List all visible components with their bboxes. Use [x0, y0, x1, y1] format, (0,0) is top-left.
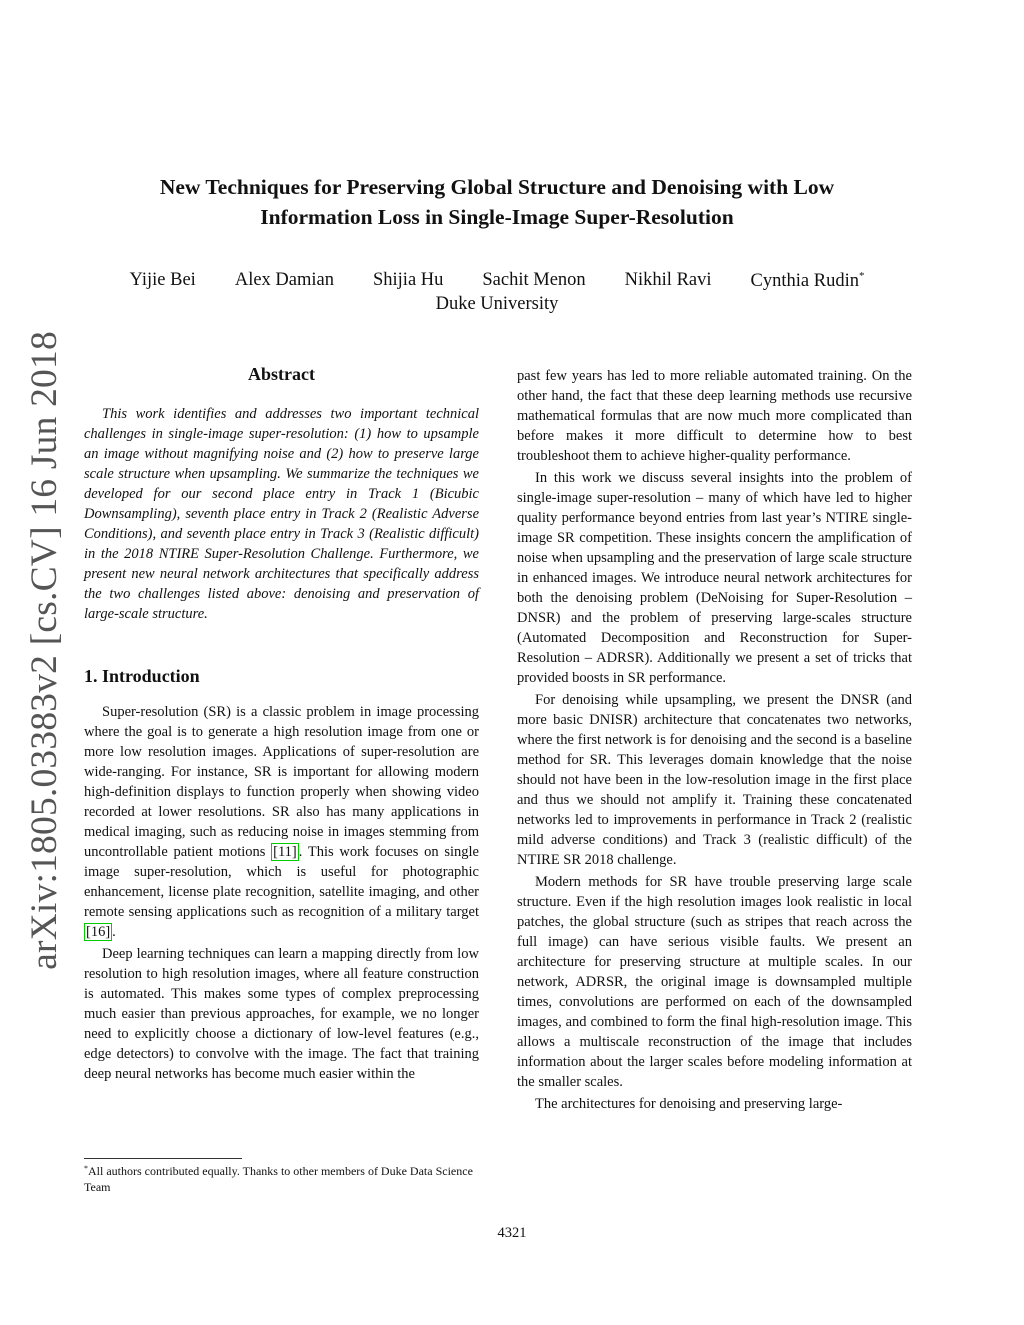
abstract-heading: Abstract [248, 364, 315, 384]
author-list [80, 270, 914, 292]
intro-text: Super-resolution (SR) is a classic problem in image processing where the goal is to generate a high resolution image from one or more low resolution images. Applications of super-resolution are wide-ranging. For instance, SR is important for allowing modern high-definition displays to function properly when showing video recorded at lower resolutions. SR also has many applications in medical imaging, such as reducing noise in images stemming from uncontrollable patient motions [84, 704, 479, 860]
author-name: Sachit Menon [482, 270, 586, 290]
footnote-divider [84, 1158, 242, 1159]
body-paragraph: The architectures for denoising and preserving large- [535, 1096, 843, 1112]
intro-paragraph-1 [84, 702, 479, 942]
intro-text: . This work focuses on single image super-resolution, which is useful for photographic enhancement, license plate recognition, satellite imaging, and other remote sensing applications such as recognition of a military target [84, 844, 479, 920]
left-column [84, 362, 479, 1086]
title-line-1: New Techniques for Preserving Global Structure and Denoising with Low [159, 175, 835, 199]
body-paragraph: Modern methods for SR have trouble preserving large scale structure. Even if the high resolution images look realistic in local patches, the global structure (such as stripes that reach across the full image) can have serious visible faults. We present an architecture for preserving structure at multiple scales. In our network, ADRSR, the original image is downsampled multiple times, convolutions are performed on each of the downsampled images, and combined to form the final high-resolution image. This allows a multiscale reconstruction of the image that includes information about the larger scales before modeling information at the smaller scales. [517, 874, 912, 1090]
intro-text: . [112, 924, 116, 940]
right-column [517, 366, 912, 1116]
author-name: Alex Damian [234, 270, 334, 290]
footnote [84, 1161, 479, 1195]
abstract-text: This work identifies and addresses two important technical challenges in single-image super-resolution: (1) how to upsample an image without magnifying noise and (2) how to preserve large scale structure when upsampling. We summarize the techniques we developed for our second place entry in Track 1 (Bicubic Downsampling), seventh place entry in Track 2 (Realistic Adverse Conditions), and seventh place entry in Track 3 (Realistic difficult) in the 2018 NTIRE Super-Resolution Challenge. Furthermore, we present new neural network architectures that specifically address the two challenges listed above: denoising and preservation of large-scale structure. [84, 406, 479, 622]
citation-link-11[interactable]: [11] [273, 844, 297, 860]
author-footnote-mark: * [858, 270, 865, 282]
affiliation: Duke University [435, 294, 559, 314]
author-name: Shijia Hu [372, 270, 444, 290]
page-number: 4321 [497, 1225, 527, 1241]
author-with-mark [751, 270, 865, 292]
paper-title [80, 172, 914, 232]
body-paragraph: In this work we discuss several insights into the problem of single-image super-resolution – many of which have led to higher quality performance beyond entries from last year’s NTIRE single-image SR competition. These insights concern the amplification of noise when upsampling and the preservation of large scale structure in enhanced images. We introduce neural network architectures for both the denoising problem (DeNoising for Super-Resolution – DNSR) and the problem of preserving large-scales structure (Automated Decomposition and Reconstruction for Super-Resolution – ADRSR). Additionally we present a set of tricks that provided boosts in SR performance. [517, 470, 912, 686]
arxiv-identifier-text: arXiv:1805.03383v2 [cs.CV] 16 Jun 2018 [23, 330, 65, 970]
body-paragraph-continued: past few years has led to more reliable automated training. On the other hand, the fact that these deep learning methods use recursive mathematical formulas that are now much more complicated than before makes it more difficult to determine how to best troubleshoot them to achieve higher-quality performance. [517, 368, 912, 464]
footnote-text: All authors contributed equally. Thanks to other members of Duke Data Science Team [84, 1164, 473, 1194]
footnote-mark: * [84, 1164, 88, 1173]
introduction-heading: 1. Introduction [84, 666, 200, 686]
body-paragraph: For denoising while upsampling, we present the DNSR (and more basic DNISR) architecture that concatenates two networks, where the first network is for denoising and the second is a baseline method for SR. This leverages domain knowledge that the noise should not have been in the low-resolution image in the first place and thus we should not amplify it. Training these concatenated networks led to improvements in performance in Track 2 (realistic mild adverse conditions) and Track 3 (realistic difficult) of the NTIRE SR 2018 challenge. [517, 692, 912, 868]
author-name: Nikhil Ravi [624, 270, 712, 290]
arxiv-identifier-stamp [23, 330, 65, 970]
title-line-2: Information Loss in Single-Image Super-Resolution [260, 205, 734, 229]
intro-paragraph-2: Deep learning techniques can learn a mapping directly from low resolution to high resolution images, where all feature construction is automated. This makes some types of complex preprocessing much easier than previous approaches, for example, we no longer need to explicitly choose a dictionary of low-level features (e.g., edge detectors) to convolve with the image. The fact that training deep neural networks has become much easier within the [84, 946, 479, 1082]
author-name: Cynthia Rudin [750, 271, 859, 291]
citation-link-16[interactable]: [16] [86, 924, 111, 940]
author-name: Yijie Bei [129, 270, 196, 290]
